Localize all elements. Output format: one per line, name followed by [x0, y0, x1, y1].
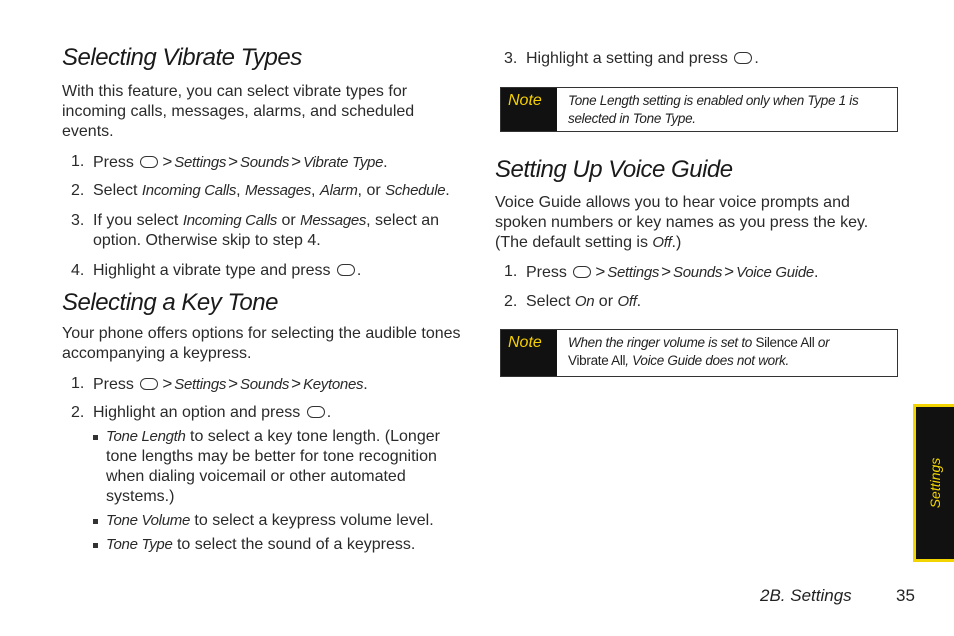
section-title-voice-guide: Setting Up Voice Guide — [495, 156, 733, 183]
bullet-square-icon — [93, 435, 98, 440]
vibrate-step-3: 3. If you select Incoming Calls or Messages, select an option. Otherwise skip to step 4. — [71, 212, 440, 249]
menu-key-icon — [140, 156, 158, 168]
keytone-intro: Your phone offers options for selecting the audible tones accompanying a keypress. — [62, 325, 461, 362]
menu-key-icon — [734, 52, 752, 64]
voice-guide-intro: Voice Guide allows you to hear voice prompts and spoken numbers or key names as you press the key. (The default setting is Off.) — [495, 194, 869, 251]
section-title-keytone: Selecting a Key Tone — [62, 289, 278, 316]
menu-key-icon — [337, 264, 355, 276]
note-label: Note — [501, 330, 557, 376]
menu-key-icon — [140, 378, 158, 390]
settings-side-tab — [913, 404, 954, 562]
vibrate-intro: With this feature, you can select vibrate types for incoming calls, messages, alarms, and scheduled events. — [62, 83, 415, 140]
note-label: Note — [501, 88, 557, 131]
vibrate-step-2: 2. Select Incoming Calls, Messages, Alarm, or Schedule. — [71, 182, 450, 199]
bullet-square-icon — [93, 519, 98, 524]
keytone-step-1: 1. Press > Settings > Sounds > Keytones. — [71, 374, 368, 393]
vibrate-step-1: 1. Press > Settings > Sounds > Vibrate Type. — [71, 152, 388, 171]
bullet-square-icon — [93, 543, 98, 548]
keytone-step-2: 2. Highlight an option and press . — [71, 404, 332, 421]
footer-page-number: 35 — [896, 586, 915, 605]
bullet-tone-type: Tone Type to select the sound of a keypress. — [93, 535, 453, 555]
vibrate-step-4: 4. Highlight a vibrate type and press . — [71, 262, 362, 279]
keytone-step-3: 3. Highlight a setting and press . — [504, 50, 759, 67]
section-title-vibrate: Selecting Vibrate Types — [62, 44, 302, 71]
footer-section: 2B. Settings — [760, 586, 852, 605]
voice-step-1: 1. Press > Settings > Sounds > Voice Guide. — [504, 262, 819, 281]
note-voice-guide: Note When the ringer volume is set to Silence All or Vibrate All, Voice Guide does not work. — [500, 329, 898, 377]
bullet-tone-length: Tone Length to select a key tone length. (Longer tone lengths may be better for tone recognition when dialing voicemail or other automated systems.) — [93, 427, 453, 507]
menu-key-icon — [573, 266, 591, 278]
menu-key-icon — [307, 406, 325, 418]
note-tone-length: Note Tone Length setting is enabled only when Type 1 is selected in Tone Type. — [500, 87, 898, 132]
bullet-tone-volume: Tone Volume to select a keypress volume level. — [93, 511, 453, 531]
side-tab-label: Settings — [927, 457, 943, 509]
voice-step-2: 2. Select On or Off. — [504, 293, 642, 310]
